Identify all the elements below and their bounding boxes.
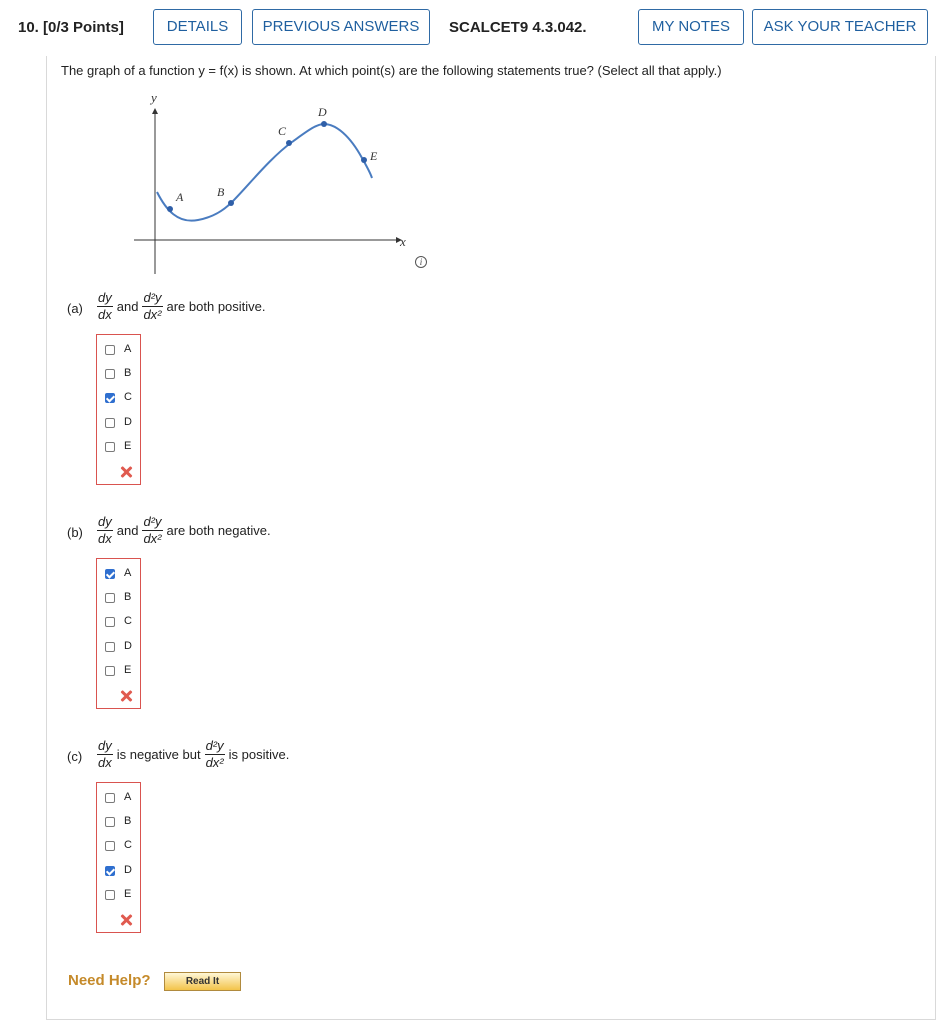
part-b-statement: $\frac{dy}{dx}$ and $\frac{\text{d²y}}{\text{dx²}}$ are both negative. bbox=[98, 514, 271, 546]
part-c-statement: $\frac{dy}{dx}$ is negative but $\frac{\text{d²y}}{\text{dx²}}$ is positive. bbox=[98, 738, 290, 770]
point-c-label: C bbox=[278, 124, 287, 138]
checkbox-checked[interactable] bbox=[105, 393, 115, 403]
function-curve bbox=[157, 124, 372, 221]
previous-answers-button[interactable]: PREVIOUS ANSWERS bbox=[252, 9, 430, 45]
checkbox[interactable] bbox=[105, 666, 115, 676]
checkbox-checked[interactable] bbox=[105, 569, 115, 579]
checkbox[interactable] bbox=[105, 418, 115, 428]
point-e-label: E bbox=[370, 149, 378, 163]
ask-your-teacher-button[interactable]: ASK YOUR TEACHER bbox=[752, 9, 928, 45]
my-notes-button[interactable]: MY NOTES bbox=[638, 9, 744, 45]
point-d-marker bbox=[321, 121, 327, 127]
part-a-choices: A B C D E bbox=[96, 334, 141, 485]
checkbox[interactable] bbox=[105, 890, 115, 900]
part-b-label: (b) bbox=[67, 525, 83, 540]
checkbox[interactable] bbox=[105, 642, 115, 652]
question-number-points: 10. [0/3 Points] bbox=[18, 19, 124, 36]
checkbox[interactable] bbox=[105, 793, 115, 803]
point-c-marker bbox=[286, 140, 292, 146]
part-c-choices: A B C D E bbox=[96, 782, 141, 933]
problem-code: SCALCET9 4.3.042. bbox=[449, 19, 587, 36]
point-a-label: A bbox=[176, 190, 184, 204]
read-it-button[interactable]: Read It bbox=[164, 972, 241, 991]
incorrect-x-icon bbox=[119, 465, 133, 479]
y-axis-label: y bbox=[151, 90, 157, 105]
question-header bbox=[0, 0, 947, 56]
question-prompt: The graph of a function y = f(x) is shown. At which point(s) are the following statements true? (Select all that apply.) bbox=[61, 63, 722, 78]
checkbox[interactable] bbox=[105, 841, 115, 851]
checkbox[interactable] bbox=[105, 593, 115, 603]
part-c-label: (c) bbox=[67, 749, 83, 764]
point-b-marker bbox=[228, 200, 234, 206]
point-a-marker bbox=[167, 206, 173, 212]
x-axis-label: x bbox=[400, 234, 406, 249]
point-d-label: D bbox=[318, 105, 327, 119]
point-e-marker bbox=[361, 157, 367, 163]
checkbox[interactable] bbox=[105, 817, 115, 827]
checkbox[interactable] bbox=[105, 617, 115, 627]
point-b-label: B bbox=[217, 185, 225, 199]
part-b-choices: A B C D E bbox=[96, 558, 141, 709]
d2y-dx2-fraction: $\frac{\text{d²y}}{\text{dx²}}$ bbox=[143, 514, 162, 546]
need-help-label: Need Help? bbox=[68, 972, 151, 989]
checkbox[interactable] bbox=[105, 442, 115, 452]
dy-dx-fraction: $\frac{dy}{dx}$ bbox=[98, 514, 112, 546]
checkbox[interactable] bbox=[105, 369, 115, 379]
checkbox[interactable] bbox=[105, 345, 115, 355]
incorrect-x-icon bbox=[119, 913, 133, 927]
dy-dx-fraction: $\frac{dy}{dx}$ bbox=[98, 290, 112, 322]
d2y-dx2-fraction: $\frac{\text{d²y}}{\text{dx²}}$ bbox=[143, 290, 162, 322]
info-icon[interactable]: i bbox=[415, 256, 427, 268]
function-graph bbox=[120, 88, 420, 278]
d2y-dx2-fraction: $\frac{\text{d²y}}{\text{dx²}}$ bbox=[205, 738, 224, 770]
dy-dx-fraction: $\frac{dy}{dx}$ bbox=[98, 738, 112, 770]
details-button[interactable]: DETAILS bbox=[153, 9, 242, 45]
checkbox-checked[interactable] bbox=[105, 866, 115, 876]
incorrect-x-icon bbox=[119, 689, 133, 703]
part-a-label: (a) bbox=[67, 301, 83, 316]
part-a-statement: $\frac{dy}{dx}$ and $\frac{\text{d²y}}{\text{dx²}}$ are both positive. bbox=[98, 290, 266, 322]
y-axis-arrow bbox=[152, 108, 158, 114]
